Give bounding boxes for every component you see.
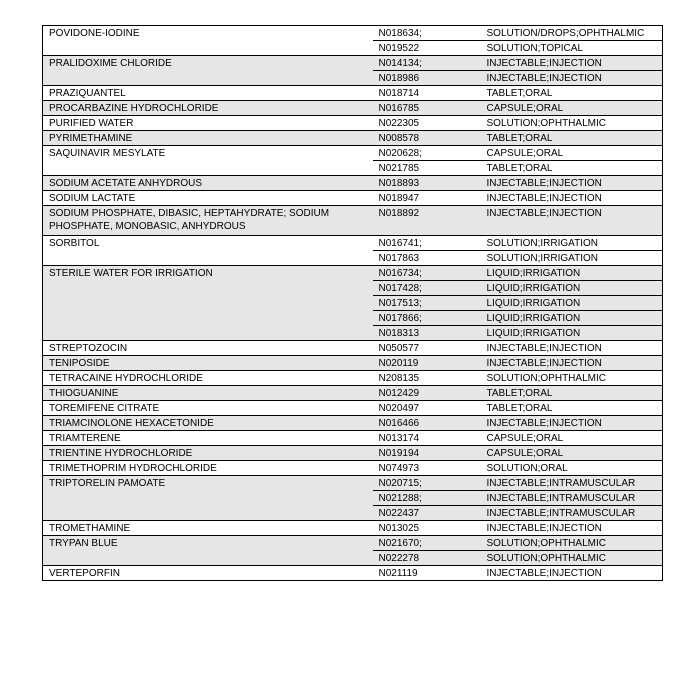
application-number-cell: N050577 <box>373 341 481 356</box>
table-row-group <box>43 521 663 536</box>
application-number-cell: N019522 <box>373 41 481 56</box>
dosage-form-route-cell: INJECTABLE;INJECTION <box>481 176 663 191</box>
application-number-cell: N020119 <box>373 356 481 371</box>
ingredient-name-cell <box>43 491 373 506</box>
application-number-cell: N022278 <box>373 551 481 566</box>
ingredient-name-cell: SODIUM PHOSPHATE, DIBASIC, HEPTAHYDRATE; SODIUM PHOSPHATE, MONOBASIC, ANHYDROUS <box>43 206 373 236</box>
application-number-cell: N018947 <box>373 191 481 206</box>
ingredient-name-cell: TROMETHAMINE <box>43 521 373 536</box>
dosage-form-route-cell: INJECTABLE;INJECTION <box>481 566 663 581</box>
application-number-cell: N017866; <box>373 311 481 326</box>
dosage-form-route-cell: INJECTABLE;INTRAMUSCULAR <box>481 491 663 506</box>
application-number-cell: N021785 <box>373 161 481 176</box>
application-number-cell: N013174 <box>373 431 481 446</box>
application-number-cell: N018714 <box>373 86 481 101</box>
dosage-form-route-cell: SOLUTION;IRRIGATION <box>481 251 663 266</box>
dosage-form-route-cell: INJECTABLE;INJECTION <box>481 521 663 536</box>
dosage-form-route-cell: INJECTABLE;INJECTION <box>481 191 663 206</box>
table-row-group <box>43 266 663 281</box>
ingredient-name-cell: PYRIMETHAMINE <box>43 131 373 146</box>
ingredient-name-cell: TRIPTORELIN PAMOATE <box>43 476 373 491</box>
ingredient-name-cell <box>43 326 373 341</box>
dosage-form-route-cell: INJECTABLE;INTRAMUSCULAR <box>481 476 663 491</box>
application-number-cell: N017428; <box>373 281 481 296</box>
ingredient-name-cell: PRAZIQUANTEL <box>43 86 373 101</box>
ingredient-name-cell: TRIMETHOPRIM HYDROCHLORIDE <box>43 461 373 476</box>
dosage-form-route-cell: INJECTABLE;INJECTION <box>481 206 663 236</box>
dosage-form-route-cell: LIQUID;IRRIGATION <box>481 281 663 296</box>
dosage-form-route-cell: SOLUTION;IRRIGATION <box>481 236 663 251</box>
dosage-form-route-cell: INJECTABLE;INJECTION <box>481 356 663 371</box>
application-number-cell: N018986 <box>373 71 481 86</box>
ingredient-name-cell <box>43 161 373 176</box>
table-row-group <box>43 26 663 41</box>
ingredient-name-cell: SODIUM LACTATE <box>43 191 373 206</box>
ingredient-name-cell: TRYPAN BLUE <box>43 536 373 551</box>
dosage-form-route-cell: INJECTABLE;INJECTION <box>481 341 663 356</box>
dosage-form-route-cell: CAPSULE;ORAL <box>481 101 663 116</box>
dosage-form-route-cell: SOLUTION;OPHTHALMIC <box>481 551 663 566</box>
table-row-group <box>43 476 663 491</box>
ingredient-name-cell <box>43 251 373 266</box>
application-number-cell: N018892 <box>373 206 481 236</box>
table-row-group <box>43 116 663 131</box>
table-row-sub <box>43 71 663 86</box>
table-row-group <box>43 131 663 146</box>
application-number-cell: N021119 <box>373 566 481 581</box>
ingredient-name-cell <box>43 281 373 296</box>
table-row-group <box>43 431 663 446</box>
dosage-form-route-cell: LIQUID;IRRIGATION <box>481 311 663 326</box>
dosage-form-route-cell: LIQUID;IRRIGATION <box>481 266 663 281</box>
dosage-form-route-cell: SOLUTION;TOPICAL <box>481 41 663 56</box>
table-row-group <box>43 371 663 386</box>
ingredient-name-cell: STREPTOZOCIN <box>43 341 373 356</box>
application-number-cell: N017863 <box>373 251 481 266</box>
table-row-group <box>43 461 663 476</box>
application-number-cell: N074973 <box>373 461 481 476</box>
ingredient-name-cell: TENIPOSIDE <box>43 356 373 371</box>
table-row-group <box>43 206 663 236</box>
application-number-cell: N016785 <box>373 101 481 116</box>
application-number-cell: N018313 <box>373 326 481 341</box>
dosage-form-route-cell: SOLUTION/DROPS;OPHTHALMIC <box>481 26 663 41</box>
ingredient-name-cell: SORBITOL <box>43 236 373 251</box>
table-row-sub <box>43 281 663 296</box>
ingredient-name-cell: PRALIDOXIME CHLORIDE <box>43 56 373 71</box>
table-row-group <box>43 356 663 371</box>
ingredient-name-cell: STERILE WATER FOR IRRIGATION <box>43 266 373 281</box>
dosage-form-route-cell: TABLET;ORAL <box>481 386 663 401</box>
ingredient-name-cell: PURIFIED WATER <box>43 116 373 131</box>
table-row-group <box>43 146 663 161</box>
ingredient-name-cell: THIOGUANINE <box>43 386 373 401</box>
application-number-cell: N020715; <box>373 476 481 491</box>
table-row-group <box>43 191 663 206</box>
dosage-form-route-cell: TABLET;ORAL <box>481 86 663 101</box>
application-number-cell: N021670; <box>373 536 481 551</box>
dosage-form-route-cell: TABLET;ORAL <box>481 401 663 416</box>
dosage-form-route-cell: TABLET;ORAL <box>481 131 663 146</box>
application-number-cell: N020628; <box>373 146 481 161</box>
table-row-group <box>43 236 663 251</box>
table-row-group <box>43 401 663 416</box>
application-number-cell: N021288; <box>373 491 481 506</box>
dosage-form-route-cell: LIQUID;IRRIGATION <box>481 296 663 311</box>
application-number-cell: N016734; <box>373 266 481 281</box>
dosage-form-route-cell: INJECTABLE;INJECTION <box>481 56 663 71</box>
drug-listing-table <box>42 25 663 581</box>
dosage-form-route-cell: CAPSULE;ORAL <box>481 446 663 461</box>
dosage-form-route-cell: SOLUTION;OPHTHALMIC <box>481 116 663 131</box>
application-number-cell: N014134; <box>373 56 481 71</box>
table-body <box>43 26 663 581</box>
application-number-cell: N013025 <box>373 521 481 536</box>
table-row-sub <box>43 311 663 326</box>
application-number-cell: N017513; <box>373 296 481 311</box>
ingredient-name-cell <box>43 71 373 86</box>
ingredient-name-cell: PROCARBAZINE HYDROCHLORIDE <box>43 101 373 116</box>
table-row-group <box>43 566 663 581</box>
ingredient-name-cell <box>43 296 373 311</box>
application-number-cell: N018893 <box>373 176 481 191</box>
table-row-group <box>43 341 663 356</box>
ingredient-name-cell <box>43 551 373 566</box>
application-number-cell: N020497 <box>373 401 481 416</box>
table-row-sub <box>43 506 663 521</box>
dosage-form-route-cell: INJECTABLE;INJECTION <box>481 71 663 86</box>
application-number-cell: N022437 <box>373 506 481 521</box>
table-row-group <box>43 446 663 461</box>
table-row-group <box>43 56 663 71</box>
ingredient-name-cell: TETRACAINE HYDROCHLORIDE <box>43 371 373 386</box>
ingredient-name-cell: SAQUINAVIR MESYLATE <box>43 146 373 161</box>
dosage-form-route-cell: CAPSULE;ORAL <box>481 146 663 161</box>
table-row-sub <box>43 491 663 506</box>
ingredient-name-cell: TRIAMCINOLONE HEXACETONIDE <box>43 416 373 431</box>
ingredient-name-cell <box>43 41 373 56</box>
table-row-sub <box>43 41 663 56</box>
table-row-group <box>43 416 663 431</box>
dosage-form-route-cell: INJECTABLE;INTRAMUSCULAR <box>481 506 663 521</box>
table-row-group <box>43 86 663 101</box>
table-row-sub <box>43 551 663 566</box>
table-row-group <box>43 536 663 551</box>
dosage-form-route-cell: INJECTABLE;INJECTION <box>481 416 663 431</box>
ingredient-name-cell: POVIDONE-IODINE <box>43 26 373 41</box>
dosage-form-route-cell: LIQUID;IRRIGATION <box>481 326 663 341</box>
application-number-cell: N016466 <box>373 416 481 431</box>
table-row-sub <box>43 161 663 176</box>
ingredient-name-cell: TOREMIFENE CITRATE <box>43 401 373 416</box>
application-number-cell: N012429 <box>373 386 481 401</box>
application-number-cell: N208135 <box>373 371 481 386</box>
table-row-sub <box>43 326 663 341</box>
table-row-sub <box>43 251 663 266</box>
application-number-cell: N019194 <box>373 446 481 461</box>
ingredient-name-cell: VERTEPORFIN <box>43 566 373 581</box>
ingredient-name-cell <box>43 506 373 521</box>
table-row-sub <box>43 296 663 311</box>
dosage-form-route-cell: TABLET;ORAL <box>481 161 663 176</box>
dosage-form-route-cell: SOLUTION;ORAL <box>481 461 663 476</box>
dosage-form-route-cell: CAPSULE;ORAL <box>481 431 663 446</box>
table-row-group <box>43 176 663 191</box>
table-row-group <box>43 101 663 116</box>
application-number-cell: N018634; <box>373 26 481 41</box>
dosage-form-route-cell: SOLUTION;OPHTHALMIC <box>481 371 663 386</box>
application-number-cell: N008578 <box>373 131 481 146</box>
table-row-group <box>43 386 663 401</box>
ingredient-name-cell: TRIENTINE HYDROCHLORIDE <box>43 446 373 461</box>
dosage-form-route-cell: SOLUTION;OPHTHALMIC <box>481 536 663 551</box>
ingredient-name-cell <box>43 311 373 326</box>
ingredient-name-cell: TRIAMTERENE <box>43 431 373 446</box>
ingredient-name-cell: SODIUM ACETATE ANHYDROUS <box>43 176 373 191</box>
application-number-cell: N016741; <box>373 236 481 251</box>
application-number-cell: N022305 <box>373 116 481 131</box>
